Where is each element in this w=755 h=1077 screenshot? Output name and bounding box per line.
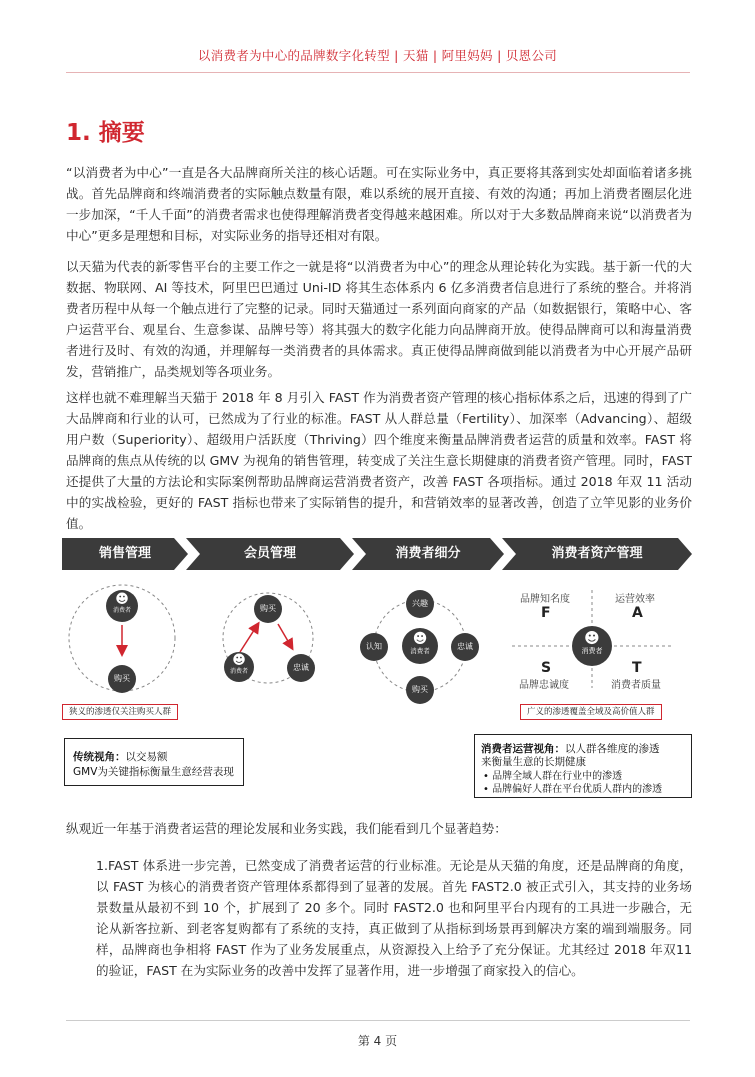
paragraph-2: 以天猫为代表的新零售平台的主要工作之一就是将“以消费者为中心”的理念从理论转化为实践。基于新一代的大数据、物联网、AI 等技术，阿里巴巴通过 Uni-ID 将其生态体系内 6 亿多消费者信息进行了系统的整合。并将消费者历程中从每一个触点进行了完整的记录。同时天猫通过一系列面向商家的产品（如数据银行，策略中心、客户运营平台、观星台、生意参谋、品牌号等）将其强大的数字化能力向品牌商开放。使得品牌商可以和海量消费者进行及时、有效的沟通，并理解每一类消费者的具体需求。真正使得品牌商做到能以消费者为中心开展产品研发，营销推广，品类规划等各项业务。: [66, 259, 692, 379]
consumer-node: [572, 626, 612, 666]
paragraph-3: 这样也就不难理解当天猫于 2018 年 8 月引入 FAST 作为消费者资产管理的核心指标体系之后，迅速的得到了广大品牌商和行业的认可，已然成为了行业的标准。FAST 从人群总量（Fertility）、加深率（Advancing）、超级用户数（Superiority）、超级用户活跃度（Thriving）四个维度来衡量品牌消费者运营的质量和效率。FAST 将品牌商的焦点从传统的以 GMV 为视角的销售管理，转变成了关注生意长期健康的消费者资产管理。同时，FAST 还提供了大量的方法论和实际案例帮助品牌商运营消费者资产，改善 FAST 各项指标。通过 2018 年双 11 活动中的实战检验，更好的 FAST 指标也带来了实际销售的提升，和营销效率的显著改善，创造了立竿见影的业务价值。: [66, 390, 692, 531]
consumer-ops-line2: 来衡量生意的长期健康: [481, 756, 586, 768]
consumer-ops-bullet-1: • 品牌全域人群在行业中的渗透: [483, 771, 623, 782]
stage-membership: [186, 538, 354, 570]
consumer-node: [106, 590, 138, 622]
traditional-view-box: [64, 738, 244, 786]
person-icon: ☻: [232, 653, 246, 668]
broad-penetration-caption: 广义的渗透覆盖全域及高价值人群: [520, 704, 662, 720]
traditional-view-label: 传统视角：: [73, 751, 126, 763]
footer-divider: [66, 1020, 690, 1021]
interest-node: 兴趣: [406, 590, 434, 618]
fast-f-letter: F: [541, 605, 551, 621]
stage-sales: [62, 538, 188, 570]
fast-a-letter: A: [632, 605, 643, 621]
fast-t-label: 消费者质量: [611, 680, 661, 691]
trend-item-1: 1.FAST 体系进一步完善，已然变成了消费者运营的行业标准。无论是从天猫的角度，还是品牌商的角度，以 FAST 为核心的消费者资产管理体系都得到了显著的发展。首先 FAST2.0 被正式引入，其支持的业务场景数量从最初不到 10 个，扩展到了 20 多个。同时 FAST2.0 也和阿里平台内现有的工具进一步融合，无论从新客拉新、到老客复购都有了系统的支持，真正做到了从指标到场景再到解决方案的端到端服务。同样，品牌商也争相将 FAST 作为了业务发展重点，从资源投入上给予了充分保证。尤其经过 2018 年双11 的验证，FAST 在为实际业务的改善中发挥了显著作用，进一步增强了商家投入的信心。: [96, 858, 692, 978]
stage-label: 消费者资产管理: [551, 546, 643, 561]
consumer-node: [224, 652, 254, 682]
fast-a-label: 运营效率: [615, 594, 655, 605]
loyalty-arrow: [278, 624, 292, 648]
consumer-ops-view-box: [474, 734, 692, 798]
acquire-arrow: [240, 624, 258, 652]
consumer-ops-bullet-2: • 品牌偏好人群在平台优质人群内的渗透: [483, 784, 663, 795]
stage-segmentation: [352, 538, 504, 570]
consumer-ops-line1: 以人群各维度的渗透: [565, 743, 660, 755]
stage-label: 消费者细分: [395, 546, 461, 561]
report-header: 以消费者为中心的品牌数字化转型 | 天猫 | 阿里妈妈 | 贝恩公司: [197, 48, 558, 63]
header-divider: [66, 72, 690, 73]
stage-label: 销售管理: [98, 546, 151, 561]
purchase-node: 购买: [108, 665, 136, 693]
node-label: 消费者: [581, 647, 603, 655]
paragraph-1: “以消费者为中心”一直是各大品牌商所关注的核心话题。可在实际业务中，真正要将其落到实处却面临着诸多挑战。首先品牌商和终端消费者的实际触点数量有限，难以系统的展开直接、有效的沟通；再加上消费者圈层化进一步加深，“千人千面”的消费者需求也使得理解消费者变得越来越困难。所以对于大多数品牌商来说“以消费者为中心”更多是理想和目标，对实际业务的指导还相对有限。: [66, 165, 692, 243]
person-icon: ☻: [412, 631, 428, 647]
node-label: 消费者: [410, 647, 430, 655]
node-label: 消费者: [229, 668, 248, 675]
traditional-view-line2: GMV为关键指标衡量生意经营表现: [73, 766, 234, 778]
consumer-ops-label: 消费者运营视角：: [481, 743, 565, 755]
person-icon: ☻: [115, 592, 129, 607]
trend-intro: 纵观近一年基于消费者运营的理论发展和业务实践，我们能看到几个显著趋势：: [66, 821, 507, 836]
section-title: 1. 摘要: [66, 120, 145, 146]
fast-s-letter: S: [541, 660, 552, 676]
purchase-node: 购买: [406, 676, 434, 704]
awareness-node: 认知: [360, 633, 388, 661]
stage-asset-management: [502, 538, 692, 570]
consumer-node: [402, 628, 438, 664]
narrow-penetration-caption: 狭义的渗透仅关注购买人群: [62, 704, 178, 720]
fast-s-label: 品牌忠诚度: [519, 680, 569, 691]
fast-t-letter: T: [632, 660, 642, 676]
purchase-node: 购买: [254, 595, 282, 623]
node-label: 消费者: [112, 607, 131, 614]
stage-label: 会员管理: [243, 546, 296, 561]
loyal-node: 忠诚: [451, 633, 479, 661]
loyal-node: 忠诚: [287, 654, 315, 682]
traditional-view-line1: 以交易额: [125, 751, 168, 763]
fast-f-label: 品牌知名度: [520, 594, 570, 605]
person-icon: ☻: [584, 629, 600, 647]
page-number: 第 4 页: [357, 1034, 398, 1048]
